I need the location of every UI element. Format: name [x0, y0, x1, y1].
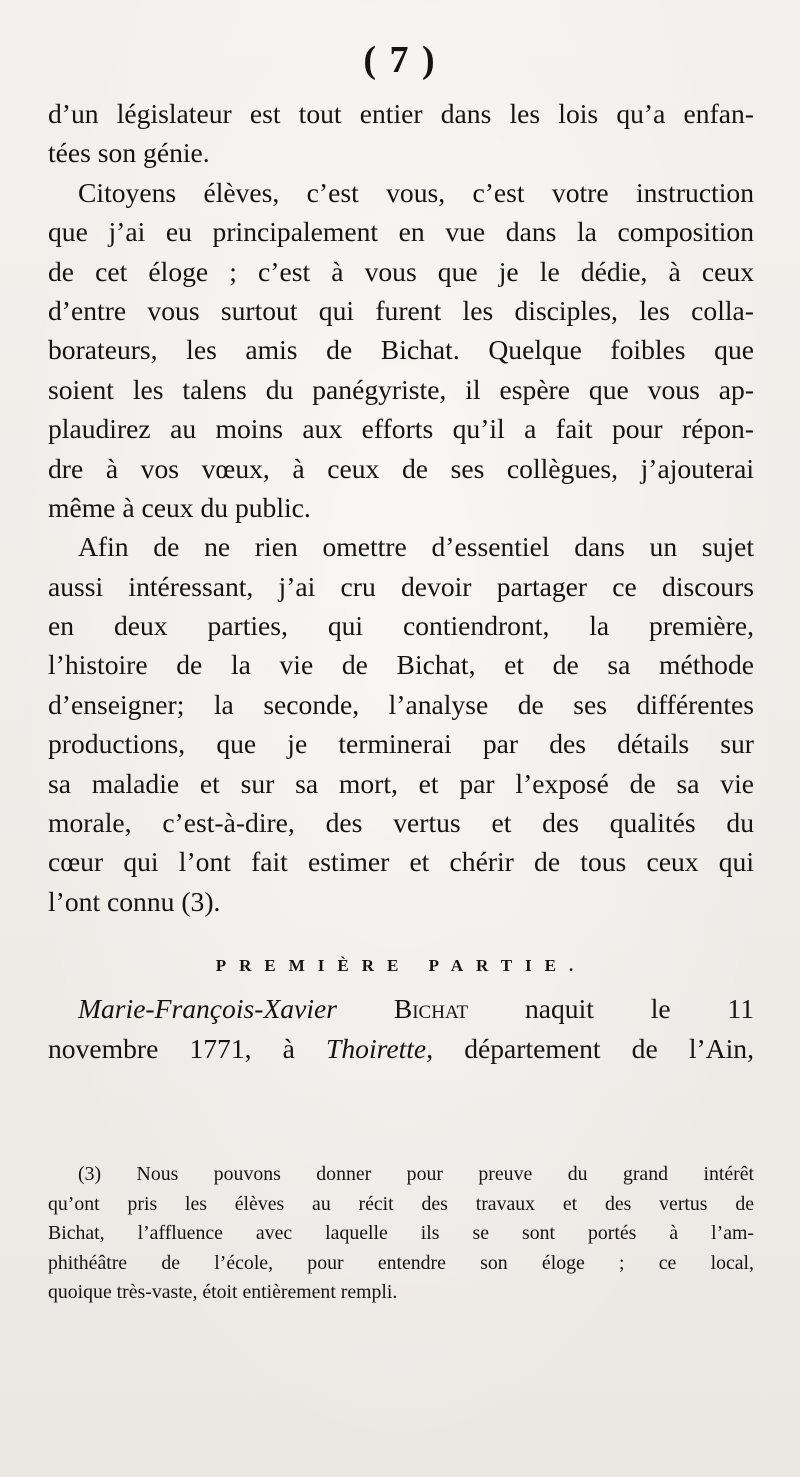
footnote-line: Bichat, l’affluence avec laquelle ils se sont portés à l’am-: [48, 1222, 754, 1245]
text-line: tées son génie.: [48, 137, 210, 169]
text-fragment: naquit le 11: [524, 993, 754, 1025]
text-line: cœur qui l’ont fait estimer et chérir de tous ceux qui: [48, 846, 754, 878]
footnote-line: (3) Nous pouvons donner pour preuve du grand intérêt: [78, 1163, 754, 1185]
text-line: sa maladie et sur sa mort, et par l’exposé de sa vie: [48, 767, 754, 799]
text-line: Citoyens élèves, c’est vous, c’est votre instruction: [78, 176, 754, 208]
text-line: d’enseigner; la seconde, l’analyse de ses différentes: [48, 688, 754, 720]
footnote-line: phithéâtre de l’école, pour entendre son éloge ; ce local,: [48, 1251, 754, 1274]
italic-place: Thoirette: [326, 1032, 427, 1064]
text-line: morale, c’est-à-dire, des vertus et des qualités du: [48, 807, 754, 839]
text-line: l’histoire de la vie de Bichat, et de sa méthode: [48, 649, 754, 681]
text-line: dre à vos vœux, à ceux de ses collègues, j’ajouterai: [48, 452, 754, 484]
text-line: borateurs, les amis de Bichat. Quelque foibles que: [48, 334, 754, 366]
text-line: [48, 1029, 754, 1068]
text-line: plaudirez au moins aux efforts qu’il a fait pour répon-: [48, 413, 754, 445]
main-text: [48, 94, 754, 1068]
text-line: d’un législateur est tout entier dans les lois qu’a enfan-: [48, 98, 754, 129]
page-number: ( 7 ): [363, 39, 437, 81]
footnote-line: quoique très-vaste, étoit entièrement rempli.: [48, 1281, 398, 1304]
text-line: que j’ai eu principalement en vue dans la composition: [48, 216, 754, 248]
text-line: soient les talens du panégyriste, il espère que vous ap-: [48, 373, 754, 405]
footnote: [48, 1160, 754, 1308]
text-fragment: , département de l’Ain,: [426, 1032, 754, 1064]
text-line: aussi intéressant, j’ai cru devoir partager ce discours: [48, 570, 754, 602]
text-line: Afin de ne rien omettre d’essentiel dans un sujet: [78, 531, 754, 563]
section-heading: PREMIÈRE PARTIE.: [215, 956, 587, 976]
text-line: en deux parties, qui contiendront, la première,: [48, 610, 754, 642]
text-fragment: novembre 1771, à: [48, 1032, 295, 1064]
text-line: productions, que je terminerai par des détails sur: [48, 728, 754, 760]
text-line: [48, 989, 754, 1028]
italic-name: Marie-François-Xavier: [78, 993, 338, 1025]
text-line: même à ceux du public.: [48, 491, 311, 523]
text-line: l’ont connu (3).: [48, 885, 221, 917]
footnote-line: qu’ont pris les élèves au récit des travaux et des vertus de: [48, 1192, 754, 1215]
surname: Bichat: [393, 993, 469, 1025]
text-line: d’entre vous surtout qui furent les disciples, les colla-: [48, 294, 754, 326]
text-line: de cet éloge ; c’est à vous que je le dédie, à ceux: [48, 255, 754, 287]
